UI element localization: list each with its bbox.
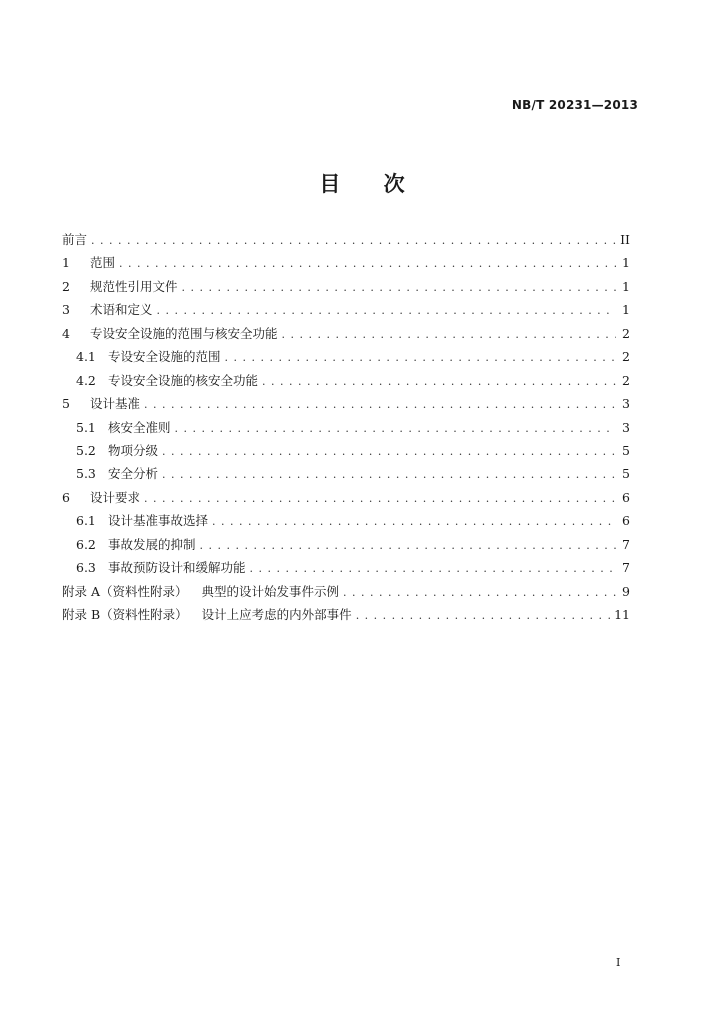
toc-entry-label: 安全分析 bbox=[108, 466, 159, 482]
toc-entry-label: 设计要求 bbox=[90, 489, 141, 505]
toc-entry-page: 2 bbox=[622, 372, 630, 388]
toc-entry-number: 5 bbox=[62, 396, 70, 412]
toc-entry[interactable] bbox=[62, 230, 630, 253]
toc-entry-number: 3 bbox=[62, 302, 70, 318]
table-of-contents bbox=[62, 230, 630, 628]
toc-dot-leader bbox=[182, 278, 616, 298]
toc-entry-page: 9 bbox=[622, 583, 630, 599]
toc-dot-leader bbox=[144, 395, 616, 415]
toc-dot-leader bbox=[175, 419, 616, 439]
toc-entry-page: 6 bbox=[622, 513, 630, 529]
toc-entry[interactable] bbox=[62, 394, 630, 417]
toc-entry[interactable] bbox=[62, 253, 630, 276]
toc-entry-label: 规范性引用文件 bbox=[90, 278, 178, 294]
toc-dot-leader bbox=[250, 559, 616, 579]
toc-entry-number: 5.1 bbox=[76, 419, 96, 435]
toc-entry[interactable] bbox=[62, 347, 630, 370]
toc-dot-leader bbox=[162, 442, 616, 462]
toc-entry-label: 事故预防设计和缓解功能 bbox=[108, 560, 246, 576]
toc-entry[interactable] bbox=[62, 582, 630, 605]
toc-entry[interactable] bbox=[62, 324, 630, 347]
toc-entry-label: 专设安全设施的范围与核安全功能 bbox=[90, 325, 278, 341]
toc-entry-prefix: 附录 A（资料性附录） bbox=[62, 583, 188, 599]
toc-entry[interactable] bbox=[62, 535, 630, 558]
toc-entry-page: 5 bbox=[622, 442, 630, 458]
toc-entry-page: II bbox=[620, 232, 630, 247]
toc-dot-leader bbox=[262, 372, 616, 392]
page-title: 目 次 bbox=[319, 172, 405, 196]
toc-entry[interactable] bbox=[62, 300, 630, 323]
toc-dot-leader bbox=[162, 465, 616, 485]
toc-dot-leader bbox=[144, 489, 616, 509]
toc-entry-page: 5 bbox=[622, 466, 630, 482]
toc-entry[interactable] bbox=[62, 441, 630, 464]
toc-entry-label: 事故发展的抑制 bbox=[108, 536, 196, 552]
toc-entry-page: 11 bbox=[614, 607, 630, 622]
toc-dot-leader bbox=[212, 512, 616, 532]
toc-entry-number: 6.1 bbox=[76, 513, 96, 529]
toc-dot-leader bbox=[343, 583, 616, 603]
toc-entry-number: 2 bbox=[62, 278, 70, 294]
toc-dot-leader bbox=[282, 325, 616, 345]
standard-code: NB/T 20231—2013 bbox=[511, 98, 638, 112]
toc-entry-number: 1 bbox=[62, 255, 70, 271]
toc-entry-label: 专设安全设施的范围 bbox=[108, 349, 221, 365]
toc-entry-label: 专设安全设施的核安全功能 bbox=[108, 372, 259, 388]
footer-page-number: I bbox=[616, 956, 621, 969]
toc-entry-label: 术语和定义 bbox=[90, 302, 153, 318]
toc-dot-leader bbox=[225, 348, 616, 368]
toc-entry-number: 5.3 bbox=[76, 466, 96, 482]
toc-entry-number: 4.2 bbox=[76, 372, 96, 388]
toc-entry-label: 典型的设计始发事件示例 bbox=[201, 583, 340, 599]
toc-entry-number: 6 bbox=[62, 489, 70, 505]
toc-entry-page: 6 bbox=[622, 489, 630, 505]
toc-entry-number: 6.3 bbox=[76, 560, 96, 576]
toc-entry-label: 核安全准则 bbox=[108, 419, 171, 435]
toc-dot-leader bbox=[356, 606, 610, 626]
toc-entry[interactable] bbox=[62, 558, 630, 581]
toc-entry-number: 5.2 bbox=[76, 442, 96, 458]
toc-entry[interactable] bbox=[62, 488, 630, 511]
toc-entry-page: 1 bbox=[622, 278, 630, 294]
toc-entry-page: 7 bbox=[622, 536, 630, 552]
toc-entry-page: 7 bbox=[622, 560, 630, 576]
toc-entry-label: 设计上应考虑的内外部事件 bbox=[201, 607, 352, 622]
toc-entry-page: 2 bbox=[622, 349, 630, 365]
toc-entry-page: 3 bbox=[622, 419, 630, 435]
toc-entry[interactable] bbox=[62, 418, 630, 441]
toc-entry[interactable] bbox=[62, 511, 630, 534]
toc-entry-label: 前言 bbox=[62, 232, 88, 247]
toc-entry-label: 范围 bbox=[90, 255, 116, 271]
toc-entry-number: 4 bbox=[62, 325, 70, 341]
toc-entry[interactable] bbox=[62, 464, 630, 487]
toc-entry-number: 6.2 bbox=[76, 536, 96, 552]
toc-entry-page: 3 bbox=[622, 396, 630, 412]
toc-entry-label: 物项分级 bbox=[108, 442, 159, 458]
toc-entry-page: 1 bbox=[622, 302, 630, 318]
toc-dot-leader bbox=[119, 254, 616, 274]
toc-entry-label: 设计基准事故选择 bbox=[108, 513, 209, 529]
toc-entry-prefix: 附录 B（资料性附录） bbox=[62, 607, 188, 622]
toc-entry-page: 2 bbox=[622, 325, 630, 341]
toc-dot-leader bbox=[91, 231, 616, 251]
toc-dot-leader bbox=[200, 536, 616, 556]
toc-dot-leader bbox=[157, 301, 616, 321]
toc-entry-label: 设计基准 bbox=[90, 396, 141, 412]
toc-entry-page: 1 bbox=[622, 255, 630, 271]
toc-entry[interactable] bbox=[62, 277, 630, 300]
toc-entry[interactable] bbox=[62, 605, 630, 628]
toc-entry[interactable] bbox=[62, 371, 630, 394]
toc-entry-number: 4.1 bbox=[76, 349, 96, 365]
